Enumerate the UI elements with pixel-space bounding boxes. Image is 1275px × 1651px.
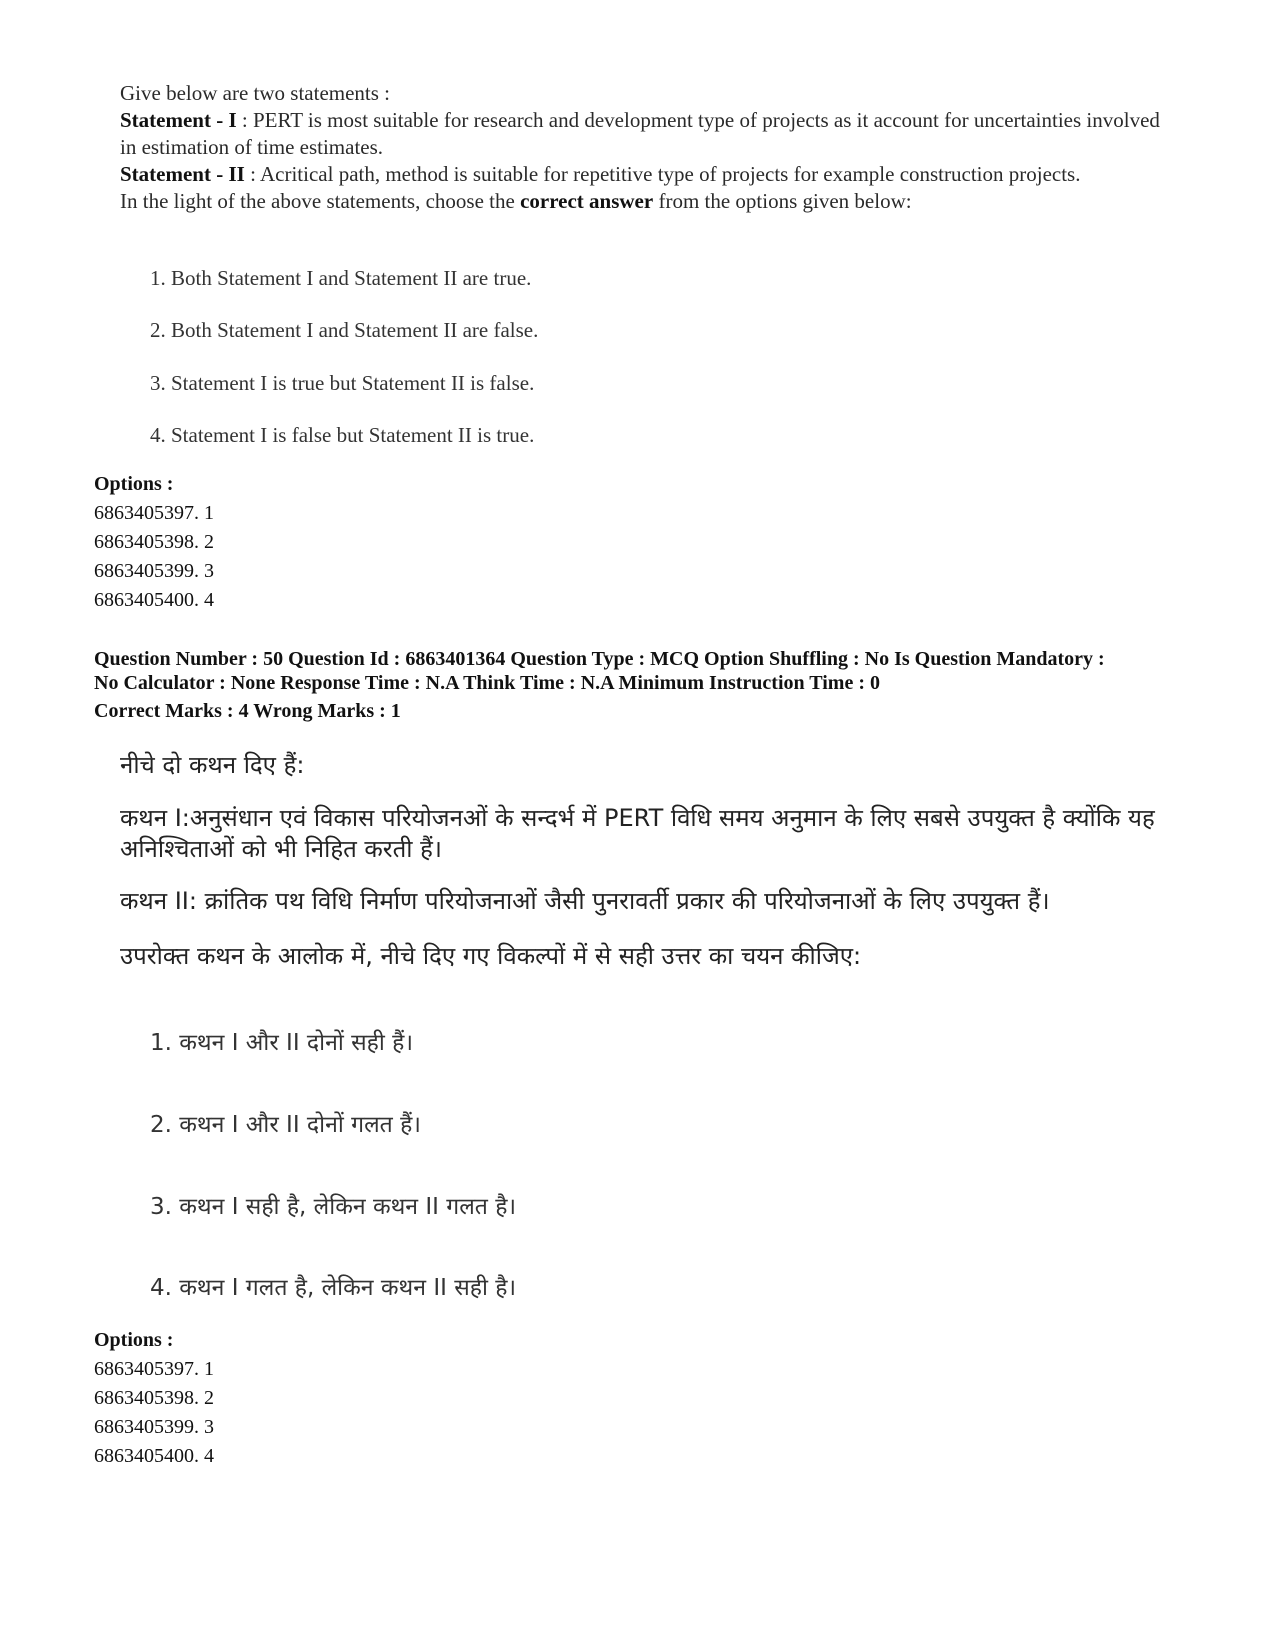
q2-hindi-choice-4: 4. कथन I गलत है, लेकिन कथन II सही है। [150, 1275, 517, 1301]
q2-hindi-statement-2: कथन II: क्रांतिक पथ विधि निर्माण परियोजनाओं जैसी पुनरावर्ती प्रकार की परियोजनाओं के लिए उपयुक्त हैं। [120, 887, 1050, 915]
q1-statement-1-label: Statement - I [120, 108, 237, 132]
q1-option-2: 6863405398. 2 [94, 531, 214, 553]
q2-marks: Correct Marks : 4 Wrong Marks : 1 [94, 700, 401, 722]
q2-hindi-choice-1: 1. कथन I और II दोनों सही हैं। [150, 1030, 414, 1056]
q1-instruction [120, 188, 1180, 215]
q2-option-2: 6863405398. 2 [94, 1387, 214, 1409]
q1-option-3: 6863405399. 3 [94, 560, 214, 582]
q2-hindi-choice-3: 3. कथन I सही है, लेकिन कथन II गलत है। [150, 1194, 517, 1220]
q2-hindi-statement-1: कथन I:अनुसंधान एवं विकास परियोजनओं के सन्दर्भ में PERT विधि समय अनुमान के लिए सबसे उपयुक्त है क्योंकि यह अनिश्चिताओं को भी निहित करती हैं। [120, 804, 1155, 863]
q2-option-3: 6863405399. 3 [94, 1416, 214, 1438]
q1-statement-2-text: : Acritical path, method is suitable for repetitive type of projects for example construction projects. [244, 162, 1081, 186]
q2-meta-line-2: No Calculator : None Response Time : N.A Think Time : N.A Minimum Instruction Time : 0 [94, 672, 880, 694]
q1-choice-1: 1. Both Statement I and Statement II are true. [150, 266, 532, 290]
q1-statement-2-label: Statement - II [120, 162, 245, 186]
q1-option-4: 6863405400. 4 [94, 589, 214, 611]
q2-meta-line-1: Question Number : 50 Question Id : 6863401364 Question Type : MCQ Option Shuffling : No Is Question Mandatory : [94, 648, 1105, 670]
q1-option-1: 6863405397. 1 [94, 502, 214, 524]
q2-options-header: Options : [94, 1329, 174, 1351]
q1-choice-4: 4. Statement I is false but Statement II is true. [150, 423, 535, 447]
q2-option-4: 6863405400. 4 [94, 1445, 214, 1467]
q1-statement-2 [120, 161, 1180, 188]
q1-options-header: Options : [94, 473, 174, 495]
q2-hindi-intro: नीचे दो कथन दिए हैं: [120, 751, 305, 779]
q1-choice-2: 2. Both Statement I and Statement II are false. [150, 318, 539, 342]
q1-options [94, 470, 214, 615]
q1-instruction-pre: In the light of the above statements, choose the [120, 189, 521, 213]
q1-statement-1 [120, 107, 1180, 161]
q2-hindi-choice-2: 2. कथन I और II दोनों गलत हैं। [150, 1112, 422, 1138]
q1-statement-1-text: : PERT is most suitable for research and development type of projects as it account for uncertainties involved in estimation of time estimates. [120, 108, 1160, 159]
q2-options [94, 1326, 214, 1471]
q1-choice-3: 3. Statement I is true but Statement II is false. [150, 371, 535, 395]
q2-option-1: 6863405397. 1 [94, 1358, 214, 1380]
q1-intro: Give below are two statements : [120, 81, 391, 105]
q1-instruction-bold: correct answer [520, 189, 654, 213]
q1-instruction-post: from the options given below: [653, 189, 912, 213]
q1-statement-block [120, 80, 1180, 215]
q2-hindi-instruction: उपरोक्त कथन के आलोक में, नीचे दिए गए विकल्पों में से सही उत्तर का चयन कीजिए: [120, 942, 862, 970]
q2-meta [94, 647, 1214, 723]
